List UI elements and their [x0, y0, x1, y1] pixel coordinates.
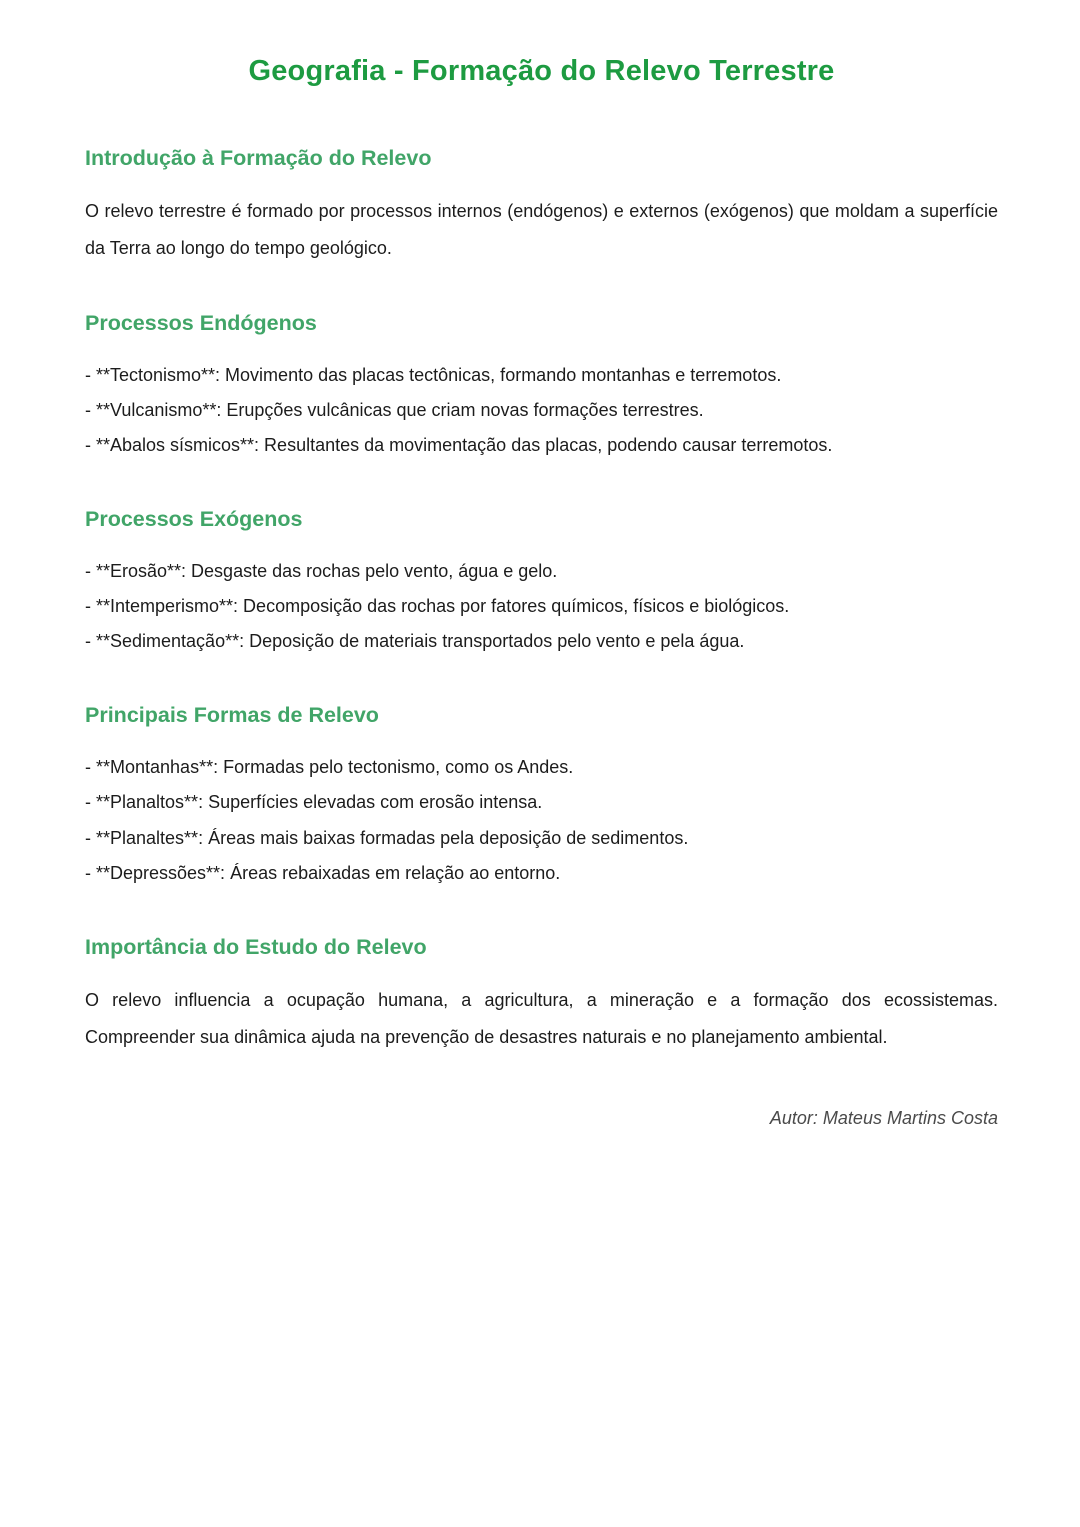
list-item: - **Intemperismo**: Decomposição das rochas por fatores químicos, físicos e biológicos. [85, 596, 790, 617]
page-title: Geografia - Formação do Relevo Terrestre [248, 55, 835, 87]
section-heading-exogenos: Processos Exógenos [85, 507, 303, 532]
section-formas-de-relevo [85, 703, 998, 890]
list-item: - **Sedimentação**: Deposição de materiais transportados pelo vento e pela água. [85, 631, 745, 652]
paragraph-importancia: O relevo influencia a ocupação humana, a agricultura, a mineração e a formação dos ecossistemas. Compreender sua dinâmica ajuda na prevenção de desastres naturais e no planejamento ambiental. [85, 989, 998, 1047]
list-item: - **Tectonismo**: Movimento das placas tectônicas, formando montanhas e terremotos. [85, 364, 782, 385]
list-item: - **Planaltes**: Áreas mais baixas formadas pela deposição de sedimentos. [85, 827, 689, 848]
section-processos-endogenos [85, 311, 998, 463]
list-endogenos [85, 358, 998, 463]
list-item: - **Montanhas**: Formadas pelo tectonismo, como os Andes. [85, 757, 574, 778]
author-line: Autor: Mateus Martins Costa [769, 1107, 998, 1128]
section-processos-exogenos [85, 507, 998, 659]
list-item: - **Vulcanismo**: Erupções vulcânicas que criam novas formações terrestres. [85, 399, 704, 420]
list-item: - **Planaltos**: Superfícies elevadas com erosão intensa. [85, 792, 543, 813]
list-item: - **Depressões**: Áreas rebaixadas em relação ao entorno. [85, 862, 561, 883]
section-heading-introducao: Introdução à Formação do Relevo [85, 146, 432, 170]
list-item: - **Erosão**: Desgaste das rochas pelo vento, água e gelo. [85, 561, 558, 582]
paragraph-introducao: O relevo terrestre é formado por processos internos (endógenos) e externos (exógenos) que moldam a superfície da Terra ao longo do tempo geológico. [85, 201, 998, 258]
section-importancia [85, 935, 998, 1056]
list-item: - **Abalos sísmicos**: Resultantes da movimentação das placas, podendo causar terremotos. [85, 434, 833, 455]
list-formas [85, 750, 998, 890]
list-exogenos [85, 554, 998, 659]
section-introducao [85, 146, 998, 267]
section-heading-importancia: Importância do Estudo do Relevo [85, 934, 427, 959]
section-heading-endogenos: Processos Endógenos [85, 310, 317, 335]
section-heading-formas: Principais Formas de Relevo [85, 703, 379, 728]
